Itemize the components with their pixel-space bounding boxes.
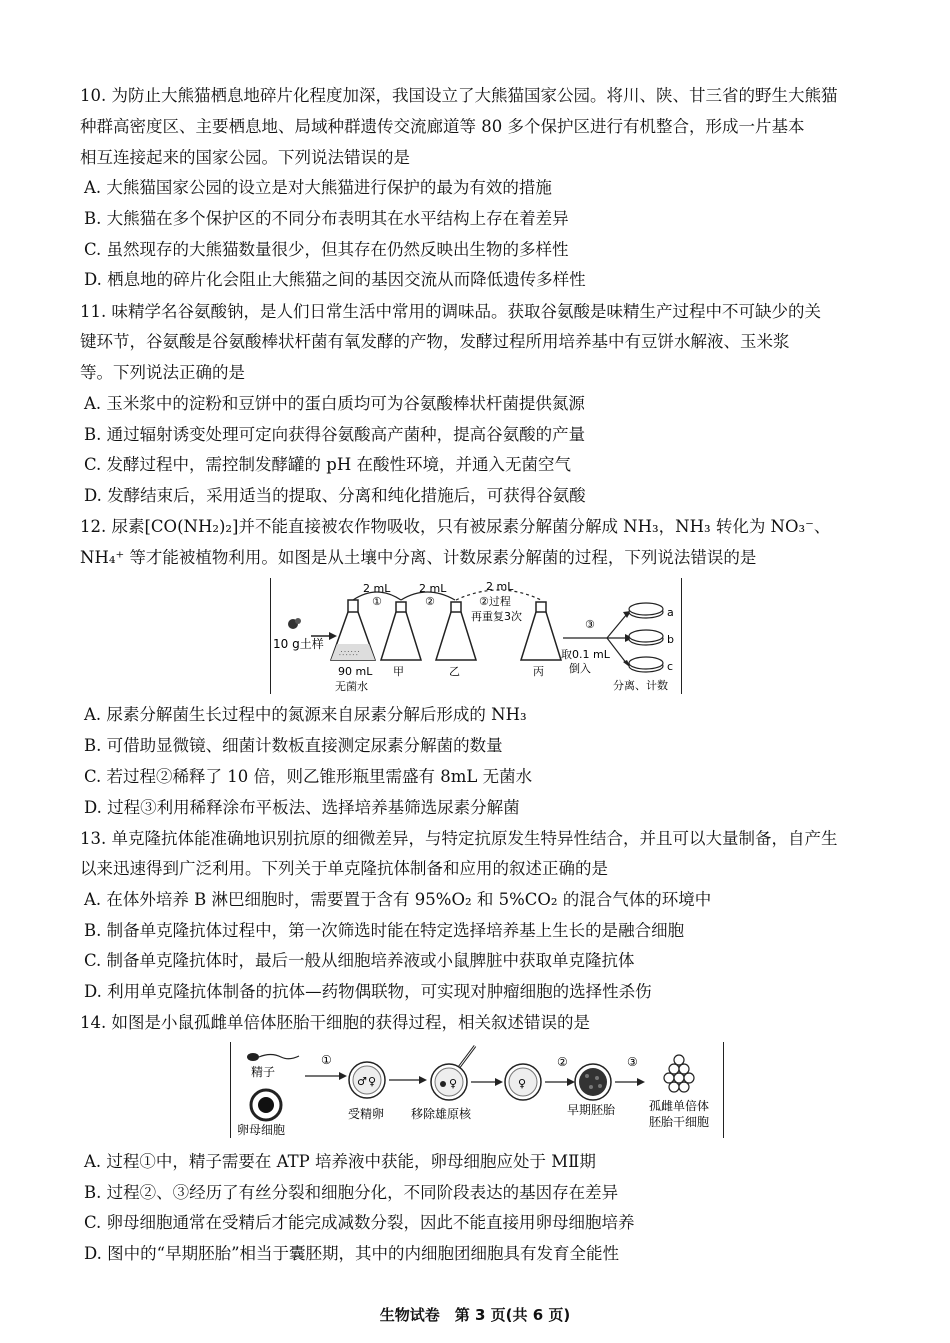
- micropipette-icon: [457, 1046, 475, 1070]
- q12-stem-line-1: 12. 尿素[CO(NH₂)₂]并不能直接被农作物吸收，只有被尿素分解菌分解成 NH₃，NH₃ 转化为 NO₃⁻、: [80, 517, 831, 536]
- step-1-label: ①: [372, 595, 382, 608]
- plate-c-icon: [629, 657, 663, 672]
- plate-a-icon: [629, 603, 663, 618]
- take-volume-label: 取0.1 mL: [561, 648, 610, 661]
- q12-dilution-figure: [270, 578, 682, 694]
- female-pronucleus-symbol: ♀: [368, 1075, 377, 1088]
- fertilized-label: 受精卵: [348, 1107, 385, 1121]
- transfer-label-2: 2 mL: [419, 582, 447, 595]
- q11-option-b: B. 通过辐射诱变处理可定向获得谷氨酸高产菌种，提高谷氨酸的产量: [84, 425, 586, 444]
- flask-yi-label: 乙: [449, 665, 460, 678]
- stem-cells-icon: [664, 1055, 694, 1092]
- enucleation-egg-icon: [431, 1064, 467, 1100]
- flask-bing-icon: [521, 602, 561, 660]
- embryo-label: 早期胚胎: [567, 1103, 616, 1117]
- q10-option-d: D. 栖息地的碎片化会阻止大熊猫之间的基因交流从而降低遗传多样性: [84, 270, 586, 289]
- egg-cell-icon: [251, 1090, 281, 1120]
- q14-option-a: A. 过程①中，精子需要在 ATP 培养液中获能，卵母细胞应处于 MⅡ期: [84, 1152, 596, 1171]
- q14-option-d: D. 图中的“早期胚胎”相当于囊胚期，其中的内细胞团细胞具有发育全能性: [84, 1244, 620, 1263]
- male-pronucleus-symbol: ♂: [357, 1075, 367, 1088]
- q10-stem-line-3: 相互连接起来的国家公园。下列说法错误的是: [80, 148, 410, 167]
- q13-stem-line-2: 以来迅速得到广泛利用。下列关于单克隆抗体制备和应用的叙述正确的是: [80, 859, 608, 878]
- q10-stem-line-2: 种群高密度区、主要栖息地、局域种群遗传交流廊道等 80 多个保护区进行有机整合，形成一片基本: [80, 117, 805, 136]
- plate-b-label: b: [667, 633, 674, 646]
- transfer-label-3: 2 mL: [486, 580, 514, 593]
- q14-step-3-label: ③: [627, 1055, 638, 1069]
- q14-option-b: B. 过程②、③经历了有丝分裂和细胞分化，不同阶段表达的基因存在差异: [84, 1183, 619, 1202]
- q12-dilution-diagram: [271, 578, 681, 694]
- fertilized-egg-icon: [349, 1062, 385, 1098]
- q11-stem-line-3: 等。下列说法正确的是: [80, 363, 245, 382]
- q10-option-c: C. 虽然现存的大熊猫数量很少，但其存在仍然反映出生物的多样性: [84, 240, 569, 259]
- q14-step-1-label: ①: [321, 1053, 332, 1067]
- plate-c-label: c: [667, 660, 674, 673]
- q14-embryo-figure: [230, 1042, 724, 1138]
- q12-stem-line-2: NH₄⁺ 等才能被植物利用。如图是从土壤中分离、计数尿素分解菌的过程，下列说法错误的是: [80, 548, 757, 567]
- svg-text:∴∵∴∵: ∴∵∴∵: [339, 649, 360, 658]
- q13-option-b: B. 制备单克隆抗体过程中，第一次筛选时能在特定选择培养基上生长的是融合细胞: [84, 921, 685, 940]
- pour-label: 倒入: [569, 662, 591, 675]
- result-label-2: 胚胎干细胞: [649, 1115, 710, 1129]
- sperm-label: 精子: [251, 1065, 276, 1079]
- flask-yi-icon: [436, 602, 476, 660]
- result-label: 分离、计数: [613, 679, 668, 692]
- egg-label: 卵母细胞: [237, 1123, 286, 1137]
- step-2-label: ②: [425, 595, 435, 608]
- step-2-process-label: ②过程: [479, 595, 511, 608]
- q11-option-d: D. 发酵结束后，采用适当的提取、分离和纯化措施后，可获得谷氨酸: [84, 486, 586, 505]
- q11-option-a: A. 玉米浆中的淀粉和豆饼中的蛋白质均可为谷氨酸棒状杆菌提供氮源: [84, 394, 585, 413]
- q11-stem-line-1: 11. 味精学名谷氨酸钠，是人们日常生活中常用的调味品。获取谷氨酸是味精生产过程中不可缺少的关: [80, 302, 821, 321]
- q10-option-b: B. 大熊猫在多个保护区的不同分布表明其在水平结构上存在着差异: [84, 209, 569, 228]
- q12-option-b: B. 可借助显微镜、细菌计数板直接测定尿素分解菌的数量: [84, 736, 503, 755]
- step-3-label: ③: [585, 618, 595, 631]
- q11-option-c: C. 发酵过程中，需控制发酵罐的 pH 在酸性环境，并通入无菌空气: [84, 455, 571, 474]
- q14-embryo-diagram: [231, 1042, 723, 1138]
- zygote-female-symbol: ♀: [518, 1077, 527, 1090]
- remaining-female-symbol: ♀: [449, 1077, 458, 1090]
- q14-stem-line-1: 14. 如图是小鼠孤雌单倍体胚胎干细胞的获得过程，相关叙述错误的是: [80, 1013, 590, 1032]
- q10-option-a: A. 大熊猫国家公园的设立是对大熊猫进行保护的最为有效的措施: [84, 178, 552, 197]
- result-label-1: 孤雌单倍体: [649, 1099, 710, 1113]
- remove-label: 移除雄原核: [411, 1107, 472, 1121]
- q13-option-a: A. 在体外培养 B 淋巴细胞时，需要置于含有 95%O₂ 和 5%CO₂ 的混合气体的环境中: [84, 890, 712, 909]
- q12-option-a: A. 尿素分解菌生长过程中的氮源来自尿素分解后形成的 NH₃: [84, 705, 527, 724]
- q14-option-c: C. 卵母细胞通常在受精后才能完成减数分裂，因此不能直接用卵母细胞培养: [84, 1213, 635, 1232]
- early-embryo-icon: [575, 1064, 611, 1100]
- q12-option-d: D. 过程③利用稀释涂布平板法、选择培养基筛选尿素分解菌: [84, 798, 520, 817]
- page-footer: 生物试卷 第 3 页(共 6 页): [379, 1306, 571, 1324]
- water-volume: 90 mL: [338, 665, 373, 678]
- soil-sample-icon: [288, 618, 301, 629]
- q11-stem-line-2: 键环节，谷氨酸是谷氨酸棒状杆菌有氧发酵的产物，发酵过程所用培养基中有豆饼水解液、玉米浆: [80, 332, 790, 351]
- q13-stem-line-1: 13. 单克隆抗体能准确地识别抗原的细微差异，与特定抗原发生特异性结合，并且可以大量制备，自产生: [80, 829, 838, 848]
- q12-option-c: C. 若过程②稀释了 10 倍，则乙锥形瓶里需盛有 8mL 无菌水: [84, 767, 533, 786]
- transfer-label-1: 2 mL: [363, 582, 391, 595]
- plate-b-icon: [629, 630, 663, 645]
- haploid-zygote-icon: [505, 1064, 541, 1100]
- flask-bing-label: 丙: [533, 665, 544, 678]
- q10-stem-line-1: 10. 为防止大熊猫栖息地碎片化程度加深，我国设立了大熊猫国家公园。将川、陕、甘三省的野生大熊猫: [80, 86, 838, 105]
- q13-option-d: D. 利用单克隆抗体制备的抗体—药物偶联物，可实现对肿瘤细胞的选择性杀伤: [84, 982, 652, 1001]
- q13-option-c: C. 制备单克隆抗体时，最后一般从细胞培养液或小鼠脾脏中获取单克隆抗体: [84, 951, 635, 970]
- plate-a-label: a: [667, 606, 674, 619]
- sperm-icon: [247, 1053, 299, 1061]
- soil-label: 10 g土样: [273, 637, 324, 651]
- flask-water-icon: [331, 600, 375, 660]
- flask-jia-icon: [381, 602, 421, 660]
- q14-step-2-label: ②: [557, 1055, 568, 1069]
- flask-jia-label: 甲: [393, 665, 404, 678]
- water-type: 无菌水: [335, 680, 368, 693]
- repeat-label: 再重复3次: [471, 610, 522, 623]
